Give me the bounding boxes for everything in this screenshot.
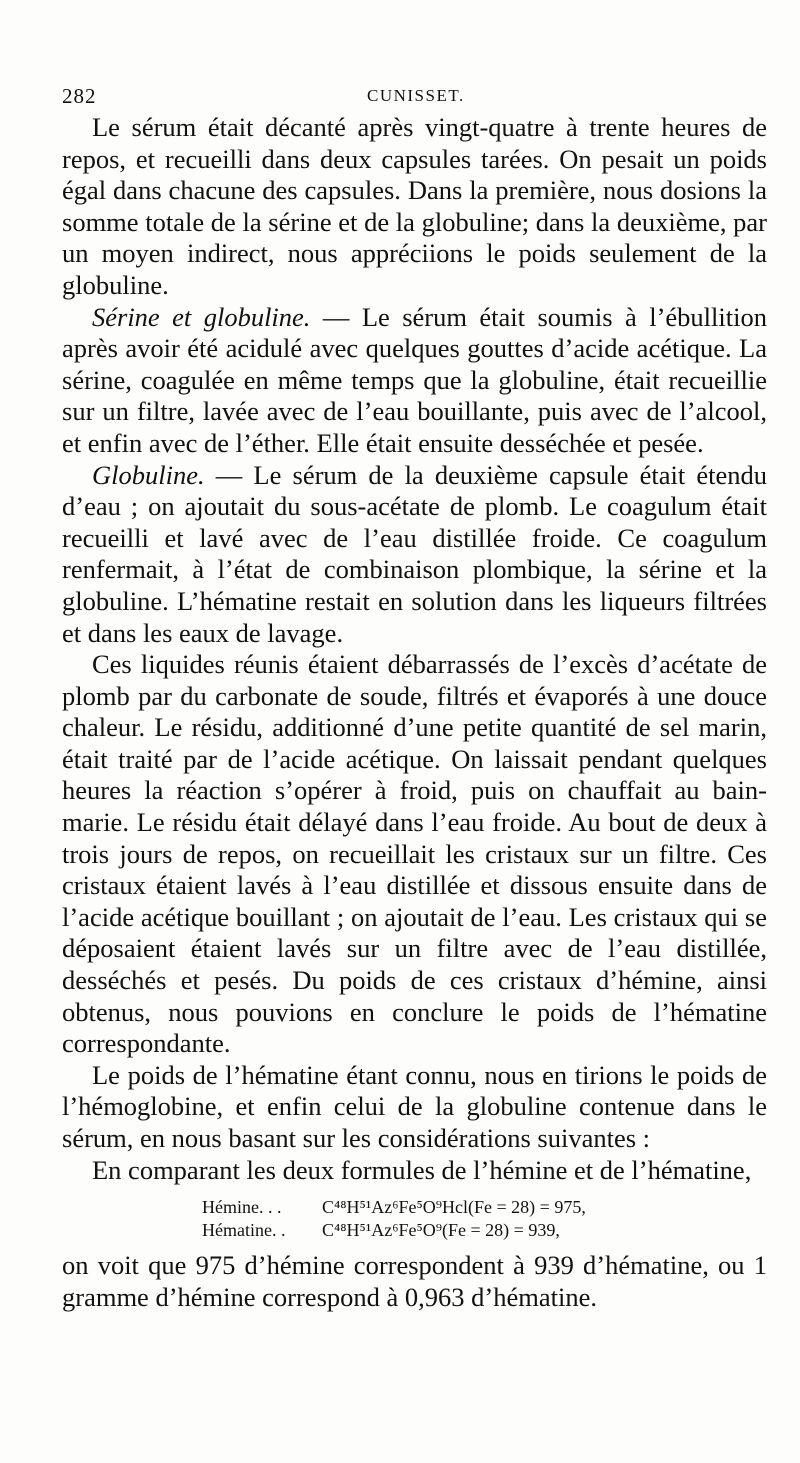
paragraph-6: En comparant les deux formules de l’hémine et de l’hématine, [92,1154,752,1185]
formula-line-hematine [202,1219,767,1242]
section-lead-globuline: Globuline. [92,459,205,490]
paragraph-2-text: — Le sérum était soumis à l’ébullition après avoir été acidulé avec quelques gouttes d’acide acétique. La sérine, coagulée en même temps que la globuline, était recueillie sur un filtre, lavée avec de l’eau bouillante, puis avec de l’alcool, et enfin avec de l’éther. Elle était ensuite desséchée et pesée. [62,301,767,458]
paragraph-7: on voit que 975 d’hémine correspondent à 939 d’hématine, ou 1 gramme d’hémine correspond à 0,963 d’hématine. [62,1250,767,1312]
formula-expression: C⁴⁸H⁵¹Az⁶Fe⁵O⁹(Fe = 28) = 939, [322,1220,560,1241]
paragraph-globuline [62,460,767,650]
formula-line-hemine [202,1196,767,1219]
formula-block [62,1196,767,1242]
paragraph-3-text: — Le sérum de la deuxième capsule était étendu d’eau ; on ajoutait du sous-acétate de plomb. Le coagulum était recueilli et lavé avec de l’eau distillée froide. Ce coagulum renfermait, à l’état de combinaison plombique, la sérine et la globuline. L’hématine restait en solution dans les liqueurs filtrées et dans les eaux de lavage. [62,459,767,648]
running-head: CUNISSET. [367,86,465,105]
body-text [62,112,767,1313]
page-header [62,84,762,110]
section-lead-serine-globuline: Sérine et globuline. [92,301,311,332]
paragraph-serine-globuline [62,302,767,460]
formula-name: Hématine. . [202,1220,286,1241]
paragraph-1: Le sérum était décanté après vingt-quatre à trente heures de repos, et recueilli dans deux capsules tarées. On pesait un poids égal dans chacune des capsules. Dans la première, nous dosions la somme totale de la sérine et de la globuline; dans la deuxième, par un moyen indirect, nous appréciions le poids seulement de la globuline. [62,112,767,300]
paragraph-4: Ces liquides réunis étaient débarrassés de l’excès d’acétate de plomb par du carbonate de soude, filtrés et évaporés à une douce chaleur. Le résidu, additionné d’une petite quantité de sel marin, était traité par de l’acide acétique. On laissait pendant quelques heures la réaction s’opérer à froid, puis on chauffait au bain-marie. Le résidu était délayé dans l’eau froide. Au bout de deux à trois jours de repos, on recueillait les cristaux sur un filtre. Ces cristaux étaient lavés à l’eau distillée et dissous ensuite dans de l’acide acétique bouillant ; on ajoutait de l’eau. Les cristaux qui se déposaient étaient lavés sur un filtre avec de l’eau distillée, desséchés et pesés. Du poids de ces cristaux d’hémine, ainsi obtenus, nous pouvions en conclure le poids de l’hématine correspondante. [62,649,767,1059]
page-number: 282 [62,84,97,108]
formula-expression: C⁴⁸H⁵¹Az⁶Fe⁵O⁹Hcl(Fe = 28) = 975, [322,1197,586,1218]
formula-name: Hémine. . . [202,1197,282,1218]
paragraph-5: Le poids de l’hématine étant connu, nous en tirions le poids de l’hémoglobine, et enfin celui de la globuline contenue dans le sérum, en nous basant sur les considérations suivantes : [62,1059,767,1153]
